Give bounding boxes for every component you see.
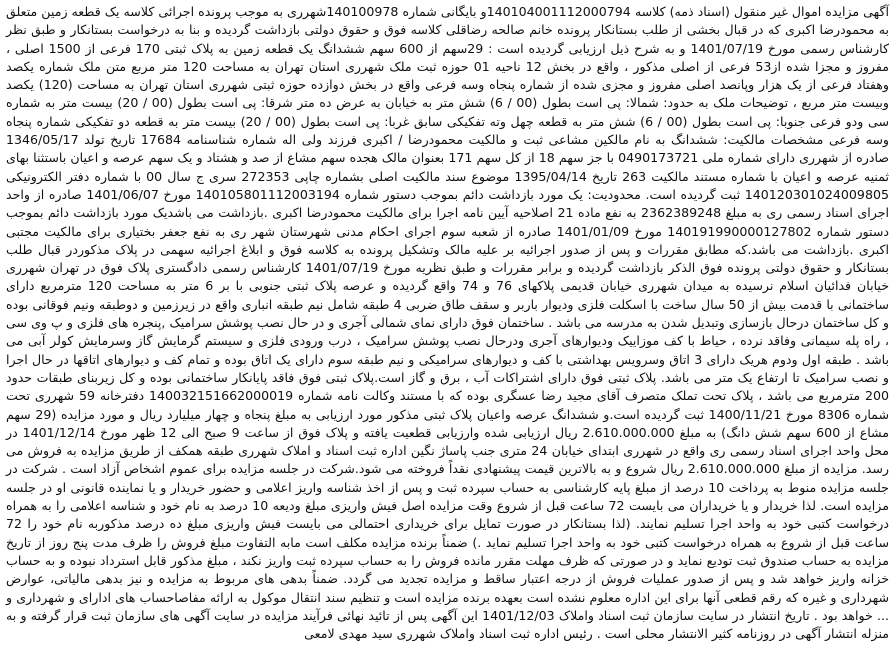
notice-body-text: آگهی مزایده اموال غیر منقول (اسناد ذمه) کلاسه 140104001112000794و بایگانی شماره 140100978شهرری به موجب پرونده اجرائی کلاسه یک قطعه زمین متعلق به محمودرضا اکبری که در قبال بخشی از طلب بستانکار پرونده خانم صالحه رضاقلی کلاسه فوق و حقوق دولتی بازداشت گردیده و بنا به درخواست بستانکار و طبق نظر کارشناس رسمی مورخ 1401/07/19 و به شرح ذیل ارزیابی گردیده است : 29سهم از 600 سهم ششدانگ یک قطعه زمین به پلاک ثبتی 170 فرعی از 1500 اصلی ، مفروز و مجزا شده از53 فرعی از اصلی مذکور ، واقع در بخش 12 ناحیه 01 حوزه ثبت ملک شهرری استان تهران به مساحت 120 متر مربع متن ملک شماره یکصد وهفتاد فرعی از یک هزار وپانصد اصلی مفروز و مجزی شده از شماره پنجاه وسه فرعی واقع در بخش دوازده حوزه ثبتی شهرری استان تهران به مساحت (120) یکصد وبیست متر مربع ، توضیحات ملک به حدود: شمالا: پی است بطول (00 / 6) شش متر به خیابان به عرض ده متر شرقا: پی است بطول (00 / 20) بیست متر به شماره سی ودو فرعی جنوبا: پی است بطول (00 / 6) شش متر به قطعه چهل وته تفکیکی سابق غربا: پی است بطول (00 / 20) بیست متر به قطعه دو تفکیکی شماره پنجاه وسه فرعی مشخصات مالکیت: ششدانگ به نام مالکین مشاعی ثبت و مالکیت محمودرضا / اکبری فرزند ولی اله شماره شناسنامه 17684 تاریخ تولد 1346/05/17 صادره از شهرری دارای شماره ملی 0490173721 با جز سهم 18 از کل سهم 171 بعنوان مالک هجده سهم مشاع از صد و هشتاد و یک سهم عرصه و اعیان باستثنا بهای ثمنیه عرصه و اعیان با شماره مستند مالکیت 263 تاریخ 1395/04/14 موضوع سند مالکیت اصلی بشماره چاپی 272353 سری ج سال 00 با شماره دفتر الکترونیکی 140120301024009805 ثبت گردیده است. محدودیت: یک مورد بازداشت دائم بموجب دستور شماره 140105801112003194 مورخ 1401/06/07 صادره از واحد اجرای اسناد رسمی ری به مبلغ 2362389248 به نفع ماده 21 اصلاحیه آیین نامه اجرا برای مالکیت محمودرضا اکبری .بازداشت می باشدیک مورد بازداشت دائم بموجب دستور شماره 140191990000127802 مورخ 1401/01/09 صادره از شعبه سوم اجرای احکام مدنی شهرستان شهر ری به نفع جعفر بختیاری برای مالکیت مجتبی اکبری .بازداشت می باشد.که مطابق مقررات و پس از صدور اجرائیه بر علیه مالک وتشکیل پرونده به کلاسه فوق و ابلاغ اجرائیه سهمی در پلاک مذکوردر قبال طلب بستانکار و حقوق دولتی پرونده فوق الذکر بازداشت گردیده و برابر مقررات و طبق نظریه مورخ 1401/07/19 کارشناس رسمی دادگستری پلاک فوق در تهران شهرری خیابان فدائیان اسلام نرسیده به میدان شهرری خیابان قدیمی پلاکهای 76 و 74 واقع گردیده و عرصه پلاک ثبتی جنوبی با بر 6 متر به مساحت 120 مترمربع دارای ساختمانی با قدمت بیش از 50 سال ساخت با اسکلت فلزی ودیوار باربر و سقف طاق ضربی 4 طبقه شامل نیم طبقه انباری واقع در زیرزمین و دوطبقه ونیم فوقانی بوده و کل ساختمان درحال بازسازی وتبدیل شدن به مدرسه می باشد . ساختمان فوق دارای نمای شمالی آجری و در حال نصب پوشش سرامیک ,پنجره های فلزی و پ وی سی ، راه پله سیمانی وفاقد نرده ، حیاط با کف موزاییک ودیوارهای آجری ودرحال نصب پوشش سرامیک ، درب ورودی فلزی و سیستم گرمایش گاز وسرمایش کولر آبی می باشد . طبقه اول ودوم هریک دارای 3 اتاق وسرویس بهداشتی با کف و دیوارهای سرامیکی و نیم طبقه سوم دارای یک اتاق بوده و تمام کف و دیوارهای اتاقها در حال اجرا و نصب سرامیک تا ارتفاع یک متر می باشد. پلاک ثبتی فوق دارای اشتراکات آب ، برق و گاز است.پلاک ثبتی فوق فاقد پایانکار ساختمانی بوده و کل زیربنای طبقات حدود 200 مترمربع می باشد ، پلاک تحت تملک متصرف آقای مجید رضا عسگری بوده که با مستند وکالت نامه شماره 140032151662000019 دفترخانه 59 شهرری تحت شماره 8306 مورخ 1400/11/21 ثبت گردیده است.و ششدانگ عرصه واعیان پلاک ثبتی مذکور مورد ارزیابی به مبلغ پنجاه و چهار میلیارد ریال و مورد مزایده (29 سهم مشاع از 600 سهم شش دانگ) به مبلغ 2.610.000.000 ریال ارزیابی شده وارزیابی قطعیت یافته و پلاک فوق از ساعت 9 صبح الی 12 ظهر مورخ 1401/12/14 در محل واحد اجرای اسناد رسمی ری واقع در شهرری ابتدای خیابان 24 متری جنب پاساژ نگین اداره ثبت اسناد و املاک شهرری طبقه همکف از طریق مزایده به فروش می رسد. مزایده از مبلغ 2.610.000.000 ریال شروع و به بالاترین قیمت پیشنهادی نقداً فروخته می شود.شرکت در جلسه مزایده برای عموم اشخاص آزاد است . شرکت در جلسه مزایده منوط به پرداخت 10 درصد از مبلغ پایه کارشناسی به حساب سپرده ثبت و پس از اخذ شناسه واریز اعلامی و حضور خریدار و یا نماینده قانونی او در جلسه مزایده است. لذا خریدار و یا خریداران می بایست 72 ساعت قبل از شروع وقت مزایده اصل فیش واریزی مبلغ ودیعه 10 درصد به نام خود و شناسه اعلامی را به همراه درخواست کتبی خود به واحد اجرا تسلیم نمایند. (لذا بستانکار در صورت تمایل برای خریداری احتمالی می بایست فیش واریزی مبلغ ده درصد مذکوربه نام خود را 72 ساعت قبل از شروع به همراه درخواست کتبی خود به واحد اجرا تسلیم نماید .) ضمناً برنده مزایده مکلف است مابه التفاوت مبلغ فروش را ظرف مدت پنج روز از تاریخ مزایده به حساب صندوق ثبت تودیع نماید و در صورتی که ظرف مهلت مقرر مانده فروش را به حساب سپرده ثبت واریز نکند ، مبلغ مذکور قابل استرداد نبوده و به حساب خزانه واریز خواهد شد و پس از صدور عملیات فروش از درجه اعتبار ساقط و مزایده تجدید می گردد. ضمناً بدهی های مربوط به مزایده و نیز بدهی مالیاتی، عوارض شهرداری و غیره که رقم قطعی آنها برای این اداره معلوم نشده است بعهده برنده مزایده است و تنظیم سند انتقال موکول به ارائه مفاصاحساب های ادارای و شهرداری و ... خواهد بود . تاریخ انتشار در سایت سازمان ثبت اسناد واملاک 1401/12/03 این آگهی پس از تائید نهائی فرآیند مزایده در سایت آگهی های سازمان ثبت قرار گرفته و به منزله انتشار آگهی در روزنامه کثیر الانتشار محلی است . رئیس اداره ثبت اسناد واملاک شهرری سید مهدی لامعی (6, 4, 890, 642)
